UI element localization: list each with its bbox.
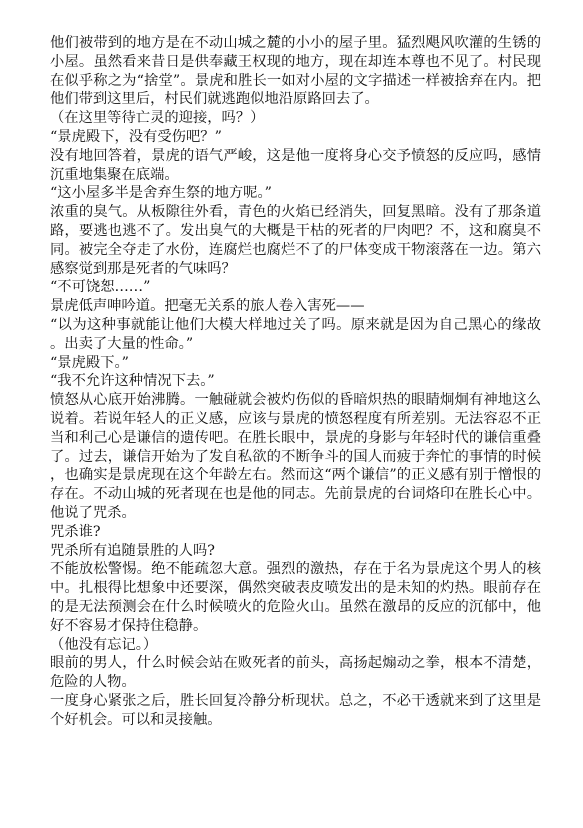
paragraph-14: 咒杀所有追随景胜的人吗? — [50, 542, 215, 559]
paragraph-5: “这小屋多半是舍弃生祭的地方呢。” — [50, 185, 272, 202]
paragraph-10: “景虎殿下。” — [50, 354, 129, 371]
paragraph-9: “以为这种事就能让他们大模大样地过关了吗。原来就是因为自己黑心的缘故。出卖了大量的性命。” — [50, 316, 541, 352]
paragraph-18: 一度身心紧张之后，胜长回复冷静分析现状。总之，不必干透就来到了这里是个好机会。可以和灵接触。 — [50, 692, 541, 728]
paragraph-16: （他没有忘记。） — [50, 636, 158, 653]
paragraph-3: “景虎殿下，没有受伤吧？” — [50, 128, 222, 145]
paragraph-8: 景虎低声呻吟道。把毫无关系的旅人卷入害死—— — [50, 298, 365, 315]
paragraph-6: 浓重的臭气。从板隙往外看，青色的火焰已经消失，回复黑暗。没有了那条道路，要逃也逃不了。发出臭气的大概是干枯的死者的尸肉吧？不，这和腐臭不同。被完全夺走了水份，连腐烂也腐烂不了的尸体变成干物滚落在一边。第六感察觉到那是死者的气味吗？ — [50, 204, 541, 277]
paragraph-15: 不能放松警惕。绝不能疏忽大意。强烈的激热，存在于名为景虎这个男人的核中。扎根得比想象中还要深，偶然突破表皮喷发出的是未知的灼热。眼前存在的是无法预测会在什么时候喷火的危险火山。虽然在激昂的反应的沉郁中，他好不容易才保持住稳静。 — [50, 561, 541, 634]
paragraph-2: （在这里等待亡灵的迎接，吗？） — [50, 110, 265, 127]
paragraph-12: 愤怒从心底开始沸腾。一触碰就会被灼伤似的昏暗炽热的眼睛炯炯有神地这么说着。若说年轻人的正义感，应该与景虎的愤怒程度有所差别。无法容忍不正当和利己心是谦信的遗传吧。在胜长眼中，景虎的身影与年轻时代的谦信重叠了。过去，谦信开始为了发自私欲的不断争斗的国人而疲于奔忙的事情的时候，也确实是景虎现在这个年龄左右。然而这“两个谦信”的正义感有别于憎恨的存在。不动山城的死者现在也是他的同志。先前景虎的台词烙印在胜长心中。他说了咒杀。 — [50, 392, 541, 521]
paragraph-17: 眼前的男人，什么时候会站在败死者的前头，高扬起煽动之拳，根本不清楚，危险的人物。 — [50, 655, 541, 691]
paragraph-7: “不可饶恕……” — [50, 279, 151, 296]
paragraph-11: “我不允许这种情况下去。” — [50, 373, 215, 390]
paragraph-4: 没有地回答着，景虎的语气严峻，这是他一度将身心交予愤怒的反应吗，感情沉重地集聚在底端。 — [50, 147, 541, 183]
paragraph-13: 咒杀谁? — [50, 523, 101, 540]
paragraph-1: 他们被带到的地方是在不动山城之麓的小小的屋子里。猛烈飓风吹灌的生锈的小屋。虽然看来昔日是供奉藏王权现的地方，现在却连本尊也不见了。村民现在似乎称之为“捨堂”。景虎和胜长一如对小屋的文字描述一样被捨弃在内。把他们带到这里后，村民们就逃跑似地沿原路回去了。 — [50, 35, 541, 108]
